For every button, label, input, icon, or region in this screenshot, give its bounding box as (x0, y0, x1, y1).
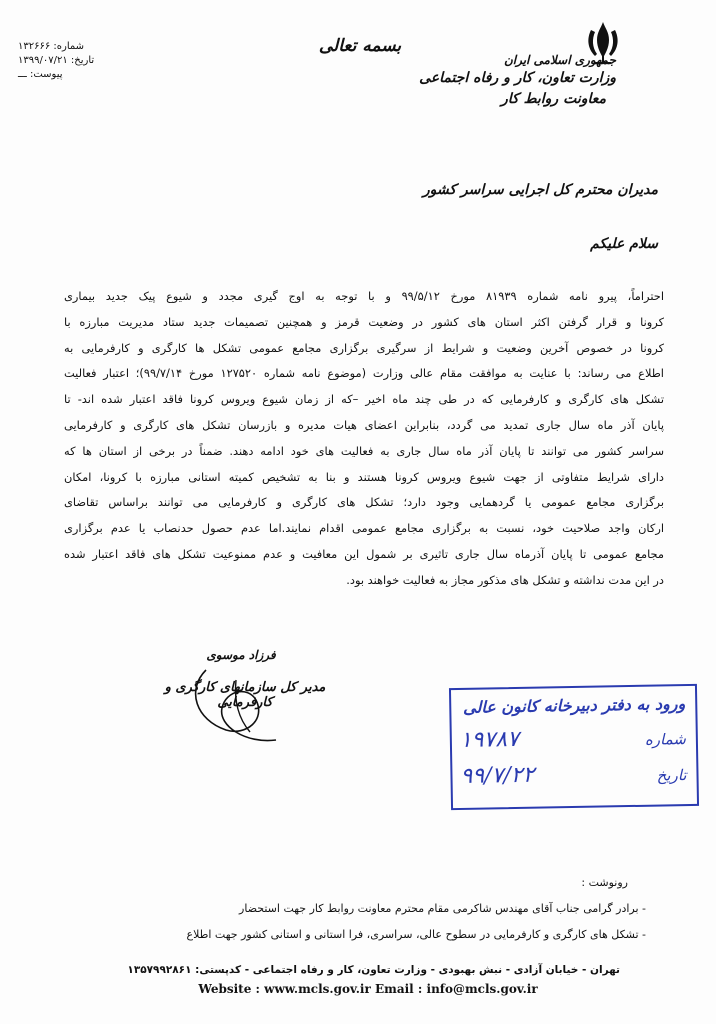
copy-recipient: - تشکل های کارگری و کارفرمایی در سطوح عالی، سراسری، فرا استانی و استانی کشور جهت اطلاع (186, 928, 646, 941)
letter-greeting: سلام علیکم (590, 236, 658, 252)
signatory-name: فرزاد موسوی (206, 648, 276, 662)
body-line: دارای شرایط متفاوتی از جهت شیوع ویروس کرونا هستند و بنا به تشخیص کمیته استانی مبارزه با کرونا، امکان (64, 469, 664, 484)
basmala-heading: بسمه تعالی (318, 36, 402, 56)
body-line: اطلاع می رساند: با عنایت به موافقت مقام عالی وزارت (موضوع نامه شماره ۱۲۷۵۲۰ مورخ ۹۹/۷/۱۴)؛ اعتبار فعالیت (64, 366, 664, 381)
copies-heading: رونوشت : (581, 876, 628, 889)
stamp-date-label: تاریخ (656, 766, 687, 785)
body-line: کرونا در خصوص آخرین وضعیت و شرایط از سرگیری برگزاری مجامع عمومی تشکل ها کارگری و کارفرمایی به (64, 340, 664, 355)
letter-number: شماره: ۱۳۲۶۶۶ (18, 41, 85, 52)
body-line: تشکل های کارگری و کارفرمایی که در طی چند ماه اخیر –که از زمان شیوع ویروس کرونا فاقد اعتبار شده اند- تا (64, 392, 664, 407)
stamp-date-value: ۹۹/۷/۲۲ (460, 762, 535, 789)
ministry-name: وزارت تعاون، کار و رفاه اجتماعی (419, 70, 616, 86)
body-line: سراسر کشور می توانند تا پایان آذر ماه سال جاری به فعالیت های خود ادامه دهند. ضمناً در برخی از استان ها که (64, 443, 664, 458)
stamp-number-value: ۱۹۷۸۷ (459, 726, 520, 753)
stamp-title: ورود به دفتر دبیرخانه کانون عالی (462, 694, 686, 717)
letter-salutation: مدیران محترم کل اجرایی سراسر کشور (422, 182, 658, 198)
letter-body (64, 284, 664, 594)
letter-attachment: پیوست: ـــ (18, 69, 63, 80)
body-line: برگزاری مجامع عمومی یا گردهمایی وجود دارد؛ تشکل های کارگری و کارفرمایی می توانند براساس تقاضای (64, 495, 664, 510)
ministry-country: جمهوری اسلامی ایران (503, 53, 616, 67)
body-line: مجامع عمومی تا پایان آذرماه سال جاری تاثیری بر شمول این معافیت و عدم ممنوعیت تشکل های فاقد اعتبار شده (64, 546, 664, 561)
copy-recipient: - برادر گرامی جناب آقای مهندس شاکرمی مقام محترم معاونت روابط کار جهت استحضار (239, 902, 646, 915)
receipt-stamp (449, 684, 699, 810)
ministry-deputy: معاونت روابط کار (501, 91, 606, 107)
body-line: احتراماً، پیرو نامه شماره ۸۱۹۳۹ مورخ ۹۹/۵/۱۲ و با توجه به اوج گیری مجدد و شیوع پیک جدید بیماری (64, 289, 664, 303)
body-line: ارکان واجد صلاحیت خود، نسبت به برگزاری مجامع عمومی اقدام نمایند.اما عدم حصول حدنصاب یا عدم برگزاری (64, 521, 664, 536)
stamp-number-label: شماره (644, 730, 687, 749)
ministry-header (416, 52, 616, 110)
body-line: پایان آذر ماه سال جاری تمدید می گردد، بنابراین اعضای هیات مدیره و بازرسان تشکل های کارگری و کارفرمایی (64, 417, 664, 432)
signatory-title: مدیر کل سازمانهای کارگری و کارفرمایی (164, 680, 326, 710)
body-line: در این مدت نداشته و تشکل های مذکور مجاز به فعالیت خواهند بود. (346, 572, 664, 587)
footer-address: تهران - خیابان آزادی - نبش بهبودی - وزارت تعاون، کار و رفاه اجتماعی - کدپستی: ۱۳۵۷۹۹۲۸۶۱ (127, 964, 620, 976)
letter-date: تاریخ: ۱۳۹۹/۰۷/۲۱ (18, 55, 95, 66)
footer-contact: Website : www.mcls.gov.ir Email : info@mcls.gov.ir (198, 982, 538, 996)
body-line: کرونا و قرار گرفتن اکثر استان های کشور در وضعیت قرمز و همچنین تصمیمات جدید ستاد مدیریت مبارزه با (64, 314, 664, 329)
letter-meta (18, 40, 128, 82)
